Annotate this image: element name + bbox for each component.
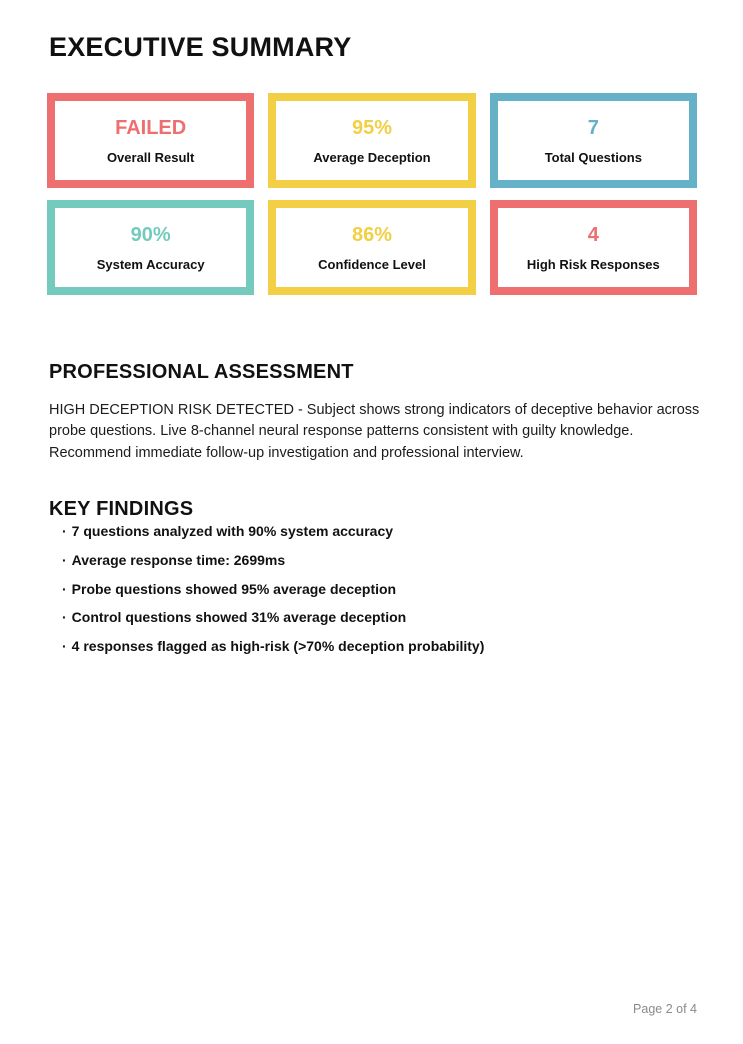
- metric-card: [268, 93, 475, 188]
- metric-value: 7: [587, 116, 599, 139]
- finding-text: 7 questions analyzed with 90% system accuracy: [71, 523, 394, 539]
- metric-value: 86%: [351, 223, 392, 246]
- page-number: Page 2 of 4: [633, 1002, 697, 1016]
- metric-label: Confidence Level: [318, 256, 426, 272]
- metric-label: High Risk Responses: [526, 256, 660, 272]
- metric-value: 4: [587, 223, 599, 246]
- assessment-section-heading: PROFESSIONAL ASSESSMENT: [49, 360, 354, 383]
- page-title: EXECUTIVE SUMMARY: [49, 32, 352, 63]
- metric-label: Overall Result: [106, 149, 195, 165]
- finding-item: [62, 546, 682, 575]
- finding-text: Probe questions showed 95% average deception: [71, 580, 397, 597]
- metric-label: System Accuracy: [96, 256, 205, 272]
- metric-card: [490, 200, 697, 295]
- bullet-icon: ·: [62, 638, 67, 655]
- key-findings-list: [62, 517, 682, 661]
- finding-item: [62, 632, 682, 661]
- key-findings-section-heading: KEY FINDINGS: [49, 497, 194, 520]
- metric-value: 95%: [351, 116, 392, 139]
- metric-label: Average Deception: [313, 149, 431, 165]
- metric-card: [47, 93, 254, 188]
- finding-item: [62, 603, 682, 632]
- bullet-icon: ·: [62, 609, 67, 626]
- assessment-body-text: HIGH DECEPTION RISK DETECTED - Subject shows strong indicators of deceptive behavior across probe questions. Live 8-channel neural response patterns consistent with guilty knowledge. Recommend immediate follow-up investigation and professional interview.: [49, 401, 700, 461]
- bullet-icon: ·: [62, 551, 67, 568]
- finding-text: Control questions showed 31% average deception: [71, 609, 407, 626]
- metric-value: 90%: [130, 223, 171, 246]
- metric-card: [268, 200, 475, 295]
- metric-value: FAILED: [115, 116, 187, 139]
- metric-cards-grid: [47, 93, 697, 295]
- finding-item: [62, 575, 682, 604]
- metric-label: Total Questions: [544, 149, 642, 165]
- metric-card: [47, 200, 254, 295]
- bullet-icon: ·: [62, 580, 67, 597]
- metric-card: [490, 93, 697, 188]
- finding-item: [62, 517, 682, 546]
- finding-text: 4 responses flagged as high-risk (>70% deception probability): [71, 638, 485, 655]
- bullet-icon: ·: [62, 523, 67, 539]
- finding-text: Average response time: 2699ms: [71, 551, 286, 568]
